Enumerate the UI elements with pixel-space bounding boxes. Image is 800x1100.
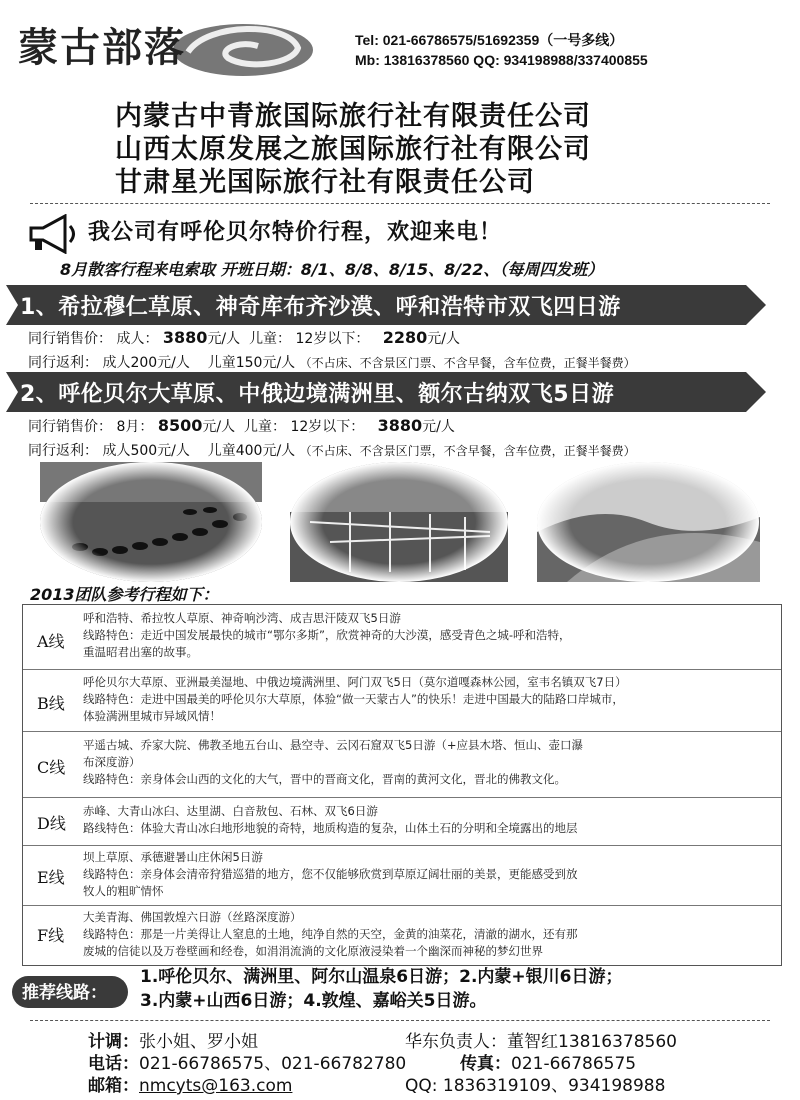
recommend-line: 3.内蒙+山西6日游；4.敦煌、嘉峪关5日游。 [140,991,487,1011]
tour2-price-row [28,416,455,436]
route-line: 大美青海、佛国敦煌六日游（丝路深度游） [83,910,302,924]
tour1-price-row [28,328,460,348]
child-age: 12岁以下： [290,419,365,435]
route-line: 线路特色：那是一片美得让人窒息的土地，纯净自然的天空，金黄的油菜花，清澈的湖水，还有那 [83,927,578,941]
rebate-note: （不占床、不含景区门票、不含早餐，含车位费，正餐半餐费） [299,356,636,370]
tel-line: Tel: 021-66786575/51692359（一号多线） [355,32,624,48]
price-label: 同行销售价： [28,419,112,435]
route-line: 平遥古城、乔家大院、佛教圣地五台山、悬空寺、云冈石窟双飞5日游（+应县木塔、恒山、壶口瀑 [83,738,583,752]
route-line: 呼伦贝尔大草原、亚洲最美湿地、中俄边境满洲里、阿门双飞5日（莫尔道嘎森林公园，室韦名镇双飞7日） [83,675,627,689]
route-line: 呼和浩特、希拉牧人草原、神奇响沙湾、成吉思汗陵双飞5日游 [83,611,401,625]
child-label: 儿童： [243,419,286,435]
tour1-banner-title: 1、希拉穆仁草原、神奇库布齐沙漠、呼和浩特市双飞四日游 [20,295,621,320]
tour2-rebate-row [28,440,636,460]
child-label: 儿童： [249,331,292,347]
route-line: 重温昭君出塞的故事。 [83,645,198,659]
route-row [23,669,781,732]
route-line: 线路特色：亲身体会山西的文化的大气，晋中的晋商文化，晋南的黄河文化，晋北的佛教文化。 [83,772,566,786]
route-line: 坝上草原、承德避暑山庄休闲5日游 [83,850,263,864]
company-name: 山西太原发展之旅国际旅行社有限公司 [115,134,591,165]
route-line: 线路特色：走近中国发展最快的城市“鄂尔多斯”，欣赏神奇的大沙漠，感受青色之城-呼和浩特， [83,628,571,642]
price-unit: 元/人 [207,331,241,347]
route-line: 体验满洲里城市异域风情！ [83,709,221,723]
company-name: 甘肃星光国际旅行社有限责任公司 [115,167,535,198]
phone-label: 电话： [88,1054,139,1074]
dispatch-label: 计调： [88,1032,139,1052]
recommend-badge-label: 推荐线路： [22,983,107,1003]
route-line: 线路特色：亲身体会清帝狩猎巡猎的地方，您不仅能够欣赏到草原辽阔壮丽的美景，更能感受到放 [83,867,578,881]
megaphone-icon [25,214,81,254]
route-description [83,803,773,837]
adult-rebate: 成人200元/人 [102,355,190,371]
adult-price: 8500 [157,416,203,435]
header-contact [355,30,648,70]
child-price: 2280 [382,328,428,347]
child-age: 12岁以下： [295,331,370,347]
route-line: 废城的信徒以及万卷壁画和经卷，如涓涓流淌的文化原液浸染着一个幽深而神秘的梦幻世界 [83,944,543,958]
route-description [83,610,773,661]
route-line: 线路特色：走进中国最美的呼伦贝尔大草原，体验“做一天蒙古人”的快乐！走进中国最大的陆路口岸城市， [83,692,624,706]
qq-label: QQ: [405,1076,438,1096]
route-line: 赤峰、大青山冰臼、达里湖、白音敖包、石林、双飞6日游 [83,804,378,818]
adult-price: 3880 [162,328,208,347]
route-row [23,845,781,906]
rebate-label: 同行返利： [28,443,98,459]
adult-rebate: 成人500元/人 [102,443,190,459]
child-rebate: 儿童150元/人 [207,355,296,371]
recommended-routes [140,965,622,1013]
route-row [23,731,781,798]
child-rebate: 儿童400元/人 [207,443,296,459]
rebate-label: 同行返利： [28,355,98,371]
route-label: C线 [37,758,66,777]
price-unit: 元/人 [202,419,236,435]
reference-itinerary-title: 2013团队参考行程如下： [30,585,219,604]
dispatch-names: 张小姐、罗小姐 [139,1032,258,1052]
child-price: 3880 [377,416,423,435]
tour1-rebate-row [28,352,636,372]
departure-schedule: 8月散客行程来电索取 开班日期：8/1、8/8、8/15、8/22、（每周四发班） [60,260,604,279]
route-label: D线 [37,814,66,833]
route-description [83,737,773,788]
horses-grassland-photo [40,462,262,582]
route-label: F线 [37,926,65,945]
month-label: 8月： [116,419,154,435]
route-row [23,605,781,670]
route-row [23,905,781,965]
fax-number: 021-66786575 [511,1054,637,1074]
adult-label: 成人： [116,331,159,347]
east-contact: 董智红13816378560 [507,1032,677,1052]
divider [30,1020,770,1021]
east-label: 华东负责人： [405,1032,507,1052]
fax-label: 传真： [460,1054,511,1074]
recommend-line: 1.呼伦贝尔、满洲里、阿尔山温泉6日游；2.内蒙+银川6日游； [140,967,623,987]
route-description [83,674,773,725]
route-line: 牧人的粗旷情怀 [83,884,164,898]
route-line: 路线特色：体验大青山冰臼地形地貌的奇特，地质构造的复杂，山体土石的分明和全境露出的地层 [83,821,578,835]
divider [30,203,770,204]
price-unit: 元/人 [427,331,460,347]
route-line: 布深度游） [83,755,141,769]
footer-qq [405,1071,665,1096]
email-label: 邮箱： [88,1076,139,1096]
route-description [83,849,773,900]
desert-dunes-photo [537,462,760,582]
price-unit: 元/人 [422,419,455,435]
phone-numbers: 021-66786575、021-66782780 [139,1054,407,1074]
welcome-headline: 我公司有呼伦贝尔特价行程，欢迎来电！ [88,220,503,245]
route-description [83,909,773,960]
logo-swirl-graphic [168,12,318,82]
rebate-note: （不占床、不含景区门票，不含早餐，含车位费，正餐半餐费） [299,444,636,458]
email-link[interactable]: nmcyts@163.com [139,1076,293,1096]
company-list [115,100,591,199]
price-label: 同行销售价： [28,331,112,347]
logo-text: 蒙古部落 [18,24,186,71]
route-label: E线 [37,868,65,887]
footer-email [88,1071,292,1096]
tour2-banner-title: 2、呼伦贝尔大草原、中俄边境满洲里、额尔古纳双飞5日游 [20,382,615,407]
route-label: A线 [37,632,65,651]
qq-numbers: 1836319109、934198988 [442,1076,666,1096]
route-label: B线 [37,694,65,713]
routes-table [22,604,782,966]
lake-pier-photo [290,462,508,582]
company-name: 内蒙古中青旅国际旅行社有限责任公司 [115,101,591,132]
mobile-qq-line: Mb: 13816378560 QQ: 934198988/337400855 [355,52,648,68]
route-row [23,797,781,846]
